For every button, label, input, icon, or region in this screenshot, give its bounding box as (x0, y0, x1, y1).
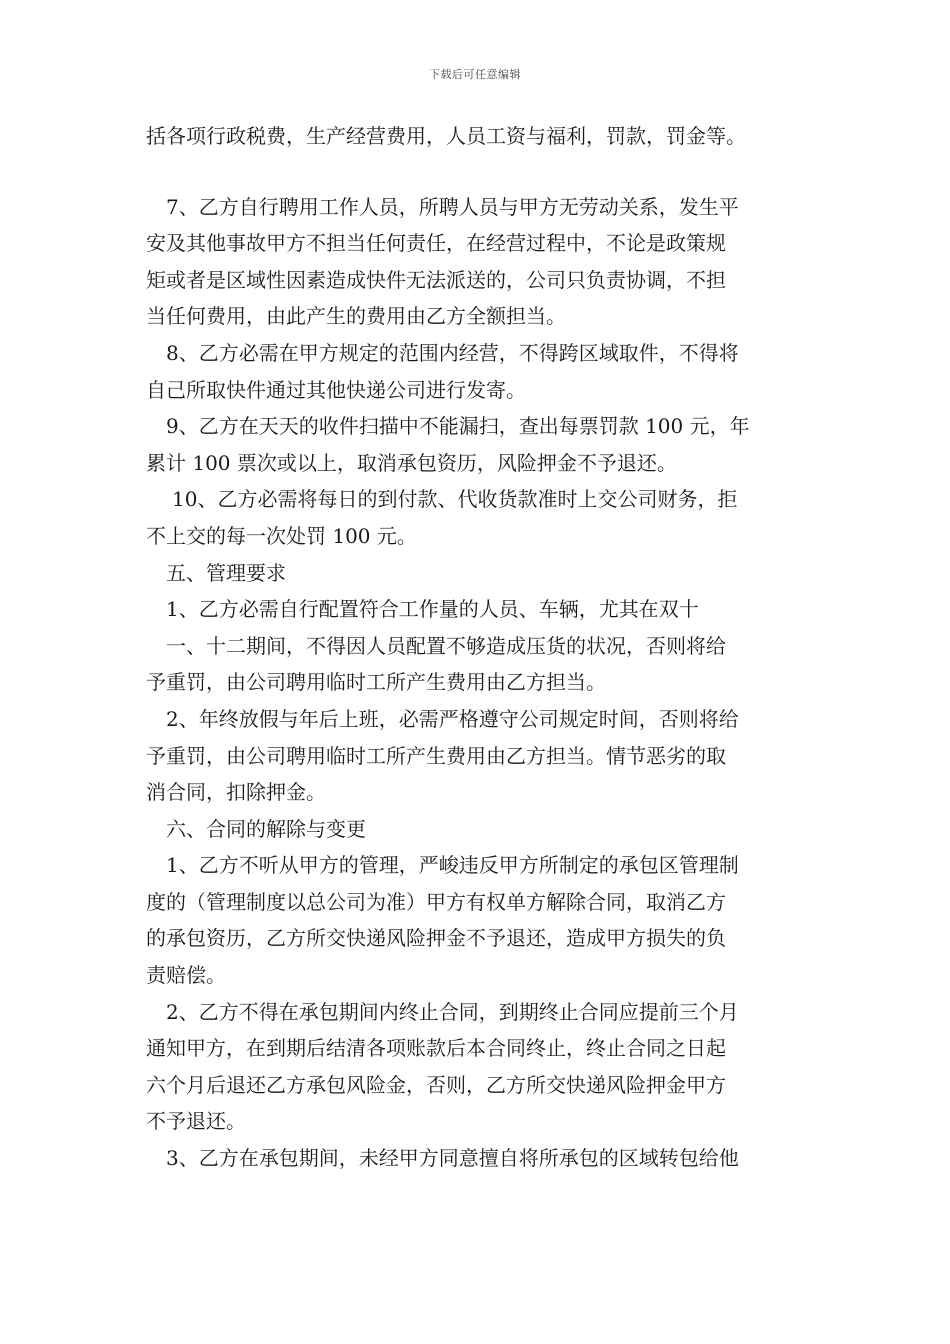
page-header: 下载后可任意编辑 (429, 68, 521, 81)
text-line: 累计 100 票次或以上，取消承包资历，风险押金不予退还。 (146, 450, 677, 475)
text-line: 责赔偿。 (146, 963, 226, 988)
text-line: 通知甲方，在到期后结清各项账款后本合同终止，终止合同之日起 (146, 1036, 726, 1061)
text-line: 的承包资历，乙方所交快递风险押金不予退还，造成甲方损失的负 (146, 926, 726, 951)
text-line: 不予退还。 (146, 1109, 246, 1134)
text-line: 1、乙方必需自行配置符合工作量的人员、车辆，尤其在双十 (166, 597, 699, 622)
text-line: 予重罚，由公司聘用临时工所产生费用由乙方担当。情节恶劣的取 (146, 743, 726, 768)
text-line: 安及其他事故甲方不担当任何责任，在经营过程中，不论是政策规 (146, 231, 726, 256)
text-line: 10、乙方必需将每日的到付款、代收货款准时上交公司财务，拒 (172, 487, 738, 512)
text-line: 2、年终放假与年后上班，必需严格遵守公司规定时间，否则将给 (166, 706, 739, 731)
text-line: 8、乙方必需在甲方规定的范围内经营，不得跨区域取件，不得将 (166, 340, 739, 365)
section-heading: 五、管理要求 (166, 560, 286, 585)
text-line: 度的（管理制度以总公司为准）甲方有权单方解除合同，取消乙方 (146, 889, 726, 914)
text-line: 9、乙方在天天的收件扫描中不能漏扫，查出每票罚款 100 元，年 (166, 414, 750, 439)
text-line: 括各项行政税费，生产经营费用，人员工资与福利，罚款，罚金等。 (146, 124, 746, 148)
section-heading: 六、合同的解除与变更 (166, 816, 366, 841)
text-line: 消合同，扣除押金。 (146, 780, 326, 805)
text-line: 1、乙方不听从甲方的管理，严峻违反甲方所制定的承包区管理制 (166, 853, 739, 878)
document-body (146, 118, 818, 1177)
text-line: 六个月后退还乙方承包风险金，否则，乙方所交快递风险押金甲方 (146, 1072, 726, 1097)
text-line: 2、乙方不得在承包期间内终止合同，到期终止合同应提前三个月 (166, 999, 739, 1024)
text-line: 当任何费用，由此产生的费用由乙方全额担当。 (146, 304, 566, 329)
paragraph-gap (146, 155, 818, 189)
text-line: 一、十二期间，不得因人员配置不够造成压货的状况，否则将给 (166, 633, 726, 658)
text-line: 自己所取快件通过其他快递公司进行发寄。 (146, 377, 526, 402)
text-line: 矩或者是区域性因素造成快件无法派送的，公司只负责协调，不担 (146, 267, 726, 292)
text-line: 不上交的每一次处罚 100 元。 (146, 523, 417, 548)
text-line: 3、乙方在承包期间，未经甲方同意擅自将所承包的区域转包给他 (166, 1146, 739, 1171)
text-line: 予重罚，由公司聘用临时工所产生费用由乙方担当。 (146, 670, 606, 695)
text-line: 7、乙方自行聘用工作人员，所聘人员与甲方无劳动关系，发生平 (166, 194, 739, 219)
